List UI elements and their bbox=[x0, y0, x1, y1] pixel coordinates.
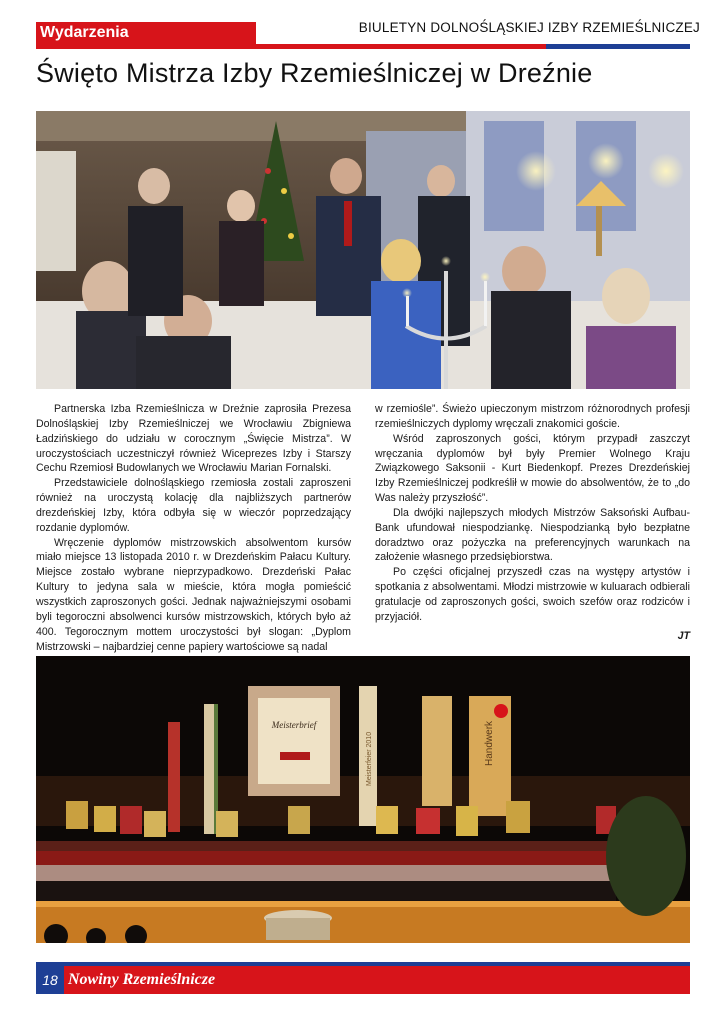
page-number: 18 bbox=[36, 966, 64, 994]
footer-brand: Nowiny Rzemieślnicze bbox=[68, 971, 216, 988]
banquet-photo bbox=[36, 111, 690, 389]
paragraph: w rzemiośle”. Świeżo upieczonym mistrzom różnorodnych profesji rzemieślniczych dyplomy wręczali znakomici goście. bbox=[375, 403, 690, 430]
paragraph: Wśród zaproszonych gości, którym przypadł zaszczyt wręczania dyplomów był były Premier Wolnego Kraju Związkowego Saksonii - Kurt Biedenkopf. Prezes Drezdeńskiej Izby Rzemieślniczej podkreślił w mowie do absolwentów, że to „do Was należy przyszłość”. bbox=[375, 432, 690, 505]
paragraph: Partnerska Izba Rzemieślnicza w Dreźnie zaprosiła Prezesa Dolnośląskiej Izby Rzemieślniczej we Wrocławiu Zbigniewa Ładzińskiego do udziału w corocznym „Święcie Mistrza”. W uroczystościach uczestniczył również Wiceprezes Izby i Starszy Cechu Rzemiosł Budowlanych we Wrocławiu Marian Fornalski. bbox=[36, 403, 351, 475]
side-banner-text: Handwerk bbox=[484, 720, 495, 766]
section-label: Wydarzenia bbox=[36, 22, 256, 44]
article-column-2 bbox=[375, 402, 690, 644]
header-bar-red bbox=[36, 44, 546, 49]
author-signature: JT bbox=[677, 629, 690, 642]
bulletin-title: BIULETYN DOLNOŚLĄSKIEJ IZBY RZEMIEŚLNICZEJ bbox=[358, 20, 700, 35]
article-column-1 bbox=[36, 402, 351, 654]
paragraph: Dla dwójki najlepszych młodych Mistrzów Saksoński Aufbau-Bank ufundował niespodziankę. Niespodzianką było bezpłatne doradztwo oraz pożyczka na preferencyjnych warunkach na założenie własnego przedsiębiorstwa. bbox=[375, 506, 690, 564]
paragraph: Wręczenie dyplomów mistrzowskich absolwentom kursów miało miejsce 13 listopada 2010 r. w Drezdeńskim Pałacu Kultury. Miejsce zostało wybrane nieprzypadkowo. Drezdeński Pałac Kultury to jedyna sala w mieście, która mogła pomieścić wszystkich zaproszonych gości. Jednak najważniejszymi osobami byli tegoroczni absolwenci kursów mistrzowskich, których było aż 400. Tegorocznym mottem uroczystości był slogan: „Dyplom Mistrzowski – najbardziej cenne papiery wartościowe są nadal bbox=[36, 536, 351, 653]
ceremony-photo bbox=[36, 656, 690, 943]
paragraph: Przedstawiciele dolnośląskiego rzemiosła zostali zaproszeni również na uroczystą kolację dla najbliższych partnerów drezdeńskiej Izby, która odbyła się w wieczór poprzedzający rozdanie dyplomów. bbox=[36, 477, 351, 534]
header-bar-blue bbox=[546, 44, 690, 49]
vertical-banner-text: Meisterfeier 2010 bbox=[366, 731, 373, 786]
article-title: Święto Mistrza Izby Rzemieślniczej w Dreźnie bbox=[36, 58, 593, 88]
screen-banner-text: Meisterbrief bbox=[271, 720, 317, 730]
paragraph: Po części oficjalnej przyszedł czas na występy artystów i spotkania z absolwentami. Młodzi mistrzowie w kuluarach odbierali gratulacje od zaproszonych gości, swoich szefów oraz rodziców i przyjaciół. bbox=[375, 566, 690, 623]
